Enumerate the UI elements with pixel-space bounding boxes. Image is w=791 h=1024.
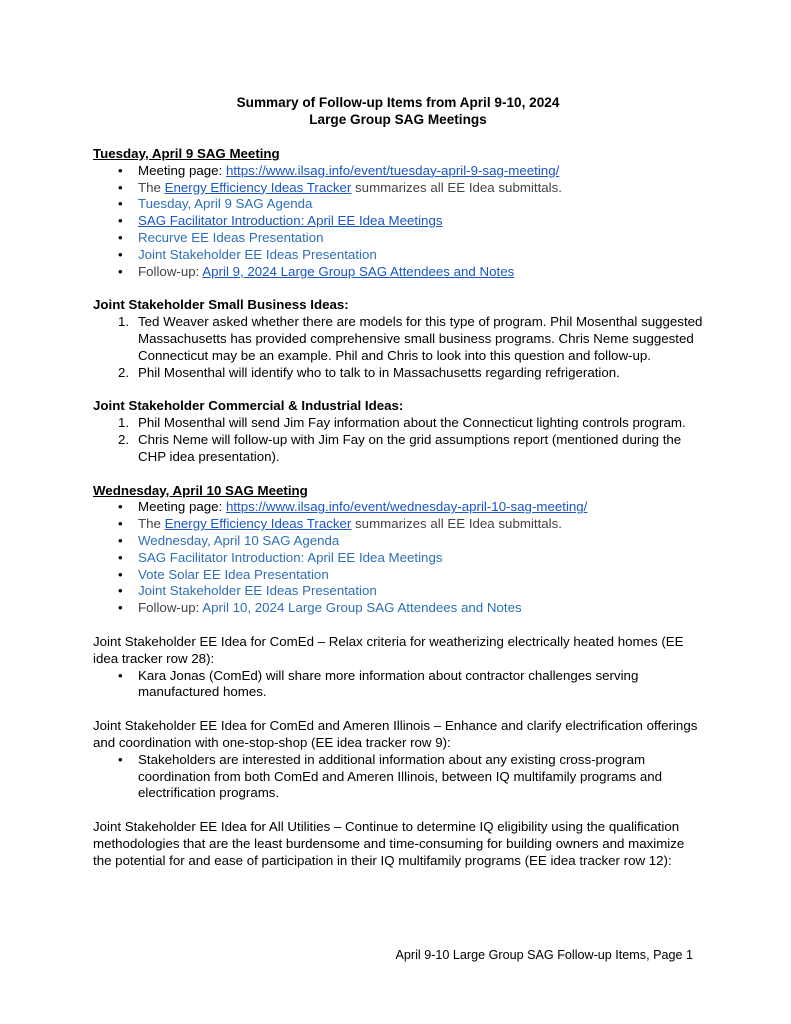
facilitator-intro-link[interactable]: SAG Facilitator Introduction: April EE Idea Meetings <box>138 213 443 229</box>
joint-presentation-link[interactable]: Joint Stakeholder EE Ideas Presentation <box>138 246 377 262</box>
iq-eligibility-intro: Joint Stakeholder EE Idea for All Utilities – Continue to determine IQ eligibility using the qualification methodologies that are the least burdensome and time-consuming for building owners and maximize the potential for and ease of participation in their IQ multifamily programs (EE idea tracker row 12): <box>93 819 685 868</box>
item-number: 2. <box>118 431 130 447</box>
list-item <box>93 163 703 180</box>
item-text: Phil Mosenthal will identify who to talk to in Massachusetts regarding refrigeration. <box>138 364 620 380</box>
tuesday-agenda-link[interactable]: Tuesday, April 9 SAG Agenda <box>138 196 313 212</box>
commercial-list <box>93 415 703 465</box>
list-item <box>93 415 703 432</box>
list-item <box>93 213 703 230</box>
tuesday-section <box>93 146 703 280</box>
list-item: • Stakeholders are interested in additional information about any existing cross-program coordination from both ComEd and Ameren Illinois, between IQ multifamily programs and electrification programs. <box>93 752 703 802</box>
wednesday-list <box>93 499 703 617</box>
electrification-list <box>93 752 703 802</box>
facilitator-intro-link[interactable]: SAG Facilitator Introduction: April EE Idea Meetings <box>138 549 443 565</box>
recurve-presentation-link[interactable]: Recurve EE Ideas Presentation <box>138 229 324 245</box>
vote-solar-presentation-link[interactable]: Vote Solar EE Idea Presentation <box>138 566 329 582</box>
small-business-section <box>93 297 703 381</box>
commercial-section <box>93 398 703 465</box>
list-item <box>93 432 703 466</box>
list-item <box>93 365 703 382</box>
item-number: 1. <box>118 415 130 431</box>
followup-label: Follow-up: <box>138 600 203 616</box>
list-item <box>93 264 703 281</box>
wednesday-section <box>93 483 703 617</box>
tracker-link[interactable]: Energy Efficiency Ideas Tracker <box>164 516 352 532</box>
joint-presentation-link[interactable]: Joint Stakeholder EE Ideas Presentation <box>138 583 377 599</box>
list-item <box>93 567 703 584</box>
wednesday-agenda-link[interactable]: Wednesday, April 10 SAG Agenda <box>138 532 340 548</box>
item-number: 1. <box>118 314 130 330</box>
tracker-link[interactable]: Energy Efficiency Ideas Tracker <box>164 179 352 195</box>
list-item <box>93 230 703 247</box>
tracker-prefix: The <box>138 516 165 532</box>
iq-eligibility-section <box>93 819 703 869</box>
list-item <box>93 180 703 197</box>
list-item <box>93 314 703 364</box>
comed-weatherize-list <box>93 668 703 702</box>
item-number: 2. <box>118 364 130 380</box>
meeting-page-label: Meeting page: <box>138 499 226 515</box>
title-line-1: Summary of Follow-up Items from April 9-10, 2024 <box>236 95 560 110</box>
tracker-suffix: summarizes all EE Idea submittals. <box>351 516 562 532</box>
page-footer: April 9-10 Large Group SAG Follow-up Items, Page 1 <box>395 948 693 962</box>
list-item <box>93 196 703 213</box>
wednesday-meeting-link[interactable]: https://www.ilsag.info/event/wednesday-april-10-sag-meeting/ <box>225 499 588 515</box>
meeting-page-label: Meeting page: <box>138 162 226 178</box>
electrification-intro: Joint Stakeholder EE Idea for ComEd and Ameren Illinois – Enhance and clarify electrification offerings and coordination with one-stop-shop (EE idea tracker row 9): <box>93 718 698 750</box>
list-item <box>93 247 703 264</box>
small-business-list <box>93 314 703 381</box>
document-page <box>93 94 703 869</box>
title-line-2: Large Group SAG Meetings <box>309 112 487 127</box>
list-item: • Kara Jonas (ComEd) will share more information about contractor challenges serving manufactured homes. <box>93 668 703 702</box>
wednesday-followup-link[interactable]: April 10, 2024 Large Group SAG Attendees and Notes <box>202 600 522 616</box>
commercial-heading: Joint Stakeholder Commercial & Industrial Ideas: <box>93 398 404 414</box>
list-item <box>93 499 703 516</box>
tuesday-list <box>93 163 703 281</box>
electrification-section <box>93 718 703 802</box>
item-text: Phil Mosenthal will send Jim Fay information about the Connecticut lighting controls program. <box>138 415 686 431</box>
tracker-suffix: summarizes all EE Idea submittals. <box>351 179 562 195</box>
tracker-prefix: The <box>138 179 165 195</box>
wednesday-heading: Wednesday, April 10 SAG Meeting <box>93 482 308 498</box>
tuesday-heading: Tuesday, April 9 SAG Meeting <box>93 146 280 161</box>
item-text: Chris Neme will follow-up with Jim Fay on the grid assumptions report (mentioned during the CHP idea presentation). <box>138 431 682 464</box>
tuesday-followup-link[interactable]: April 9, 2024 Large Group SAG Attendees and Notes <box>202 263 515 279</box>
list-item <box>93 533 703 550</box>
document-title <box>93 94 703 128</box>
followup-label: Follow-up: <box>138 263 203 279</box>
item-text: Ted Weaver asked whether there are models for this type of program. Phil Mosenthal suggested Massachusetts has provided comprehensive small business programs. Chris Neme suggested Connecticut may be an example. Phil and Chris to look into this question and follow-up. <box>138 314 703 363</box>
list-item <box>93 516 703 533</box>
small-business-heading: Joint Stakeholder Small Business Ideas: <box>93 297 349 313</box>
tuesday-meeting-link[interactable]: https://www.ilsag.info/event/tuesday-april-9-sag-meeting/ <box>225 162 560 178</box>
comed-weatherize-intro: Joint Stakeholder EE Idea for ComEd – Relax criteria for weatherizing electrically heated homes (EE idea tracker row 28): <box>93 633 684 666</box>
comed-weatherize-section <box>93 634 703 701</box>
list-item <box>93 600 703 617</box>
list-item <box>93 550 703 567</box>
list-item <box>93 583 703 600</box>
